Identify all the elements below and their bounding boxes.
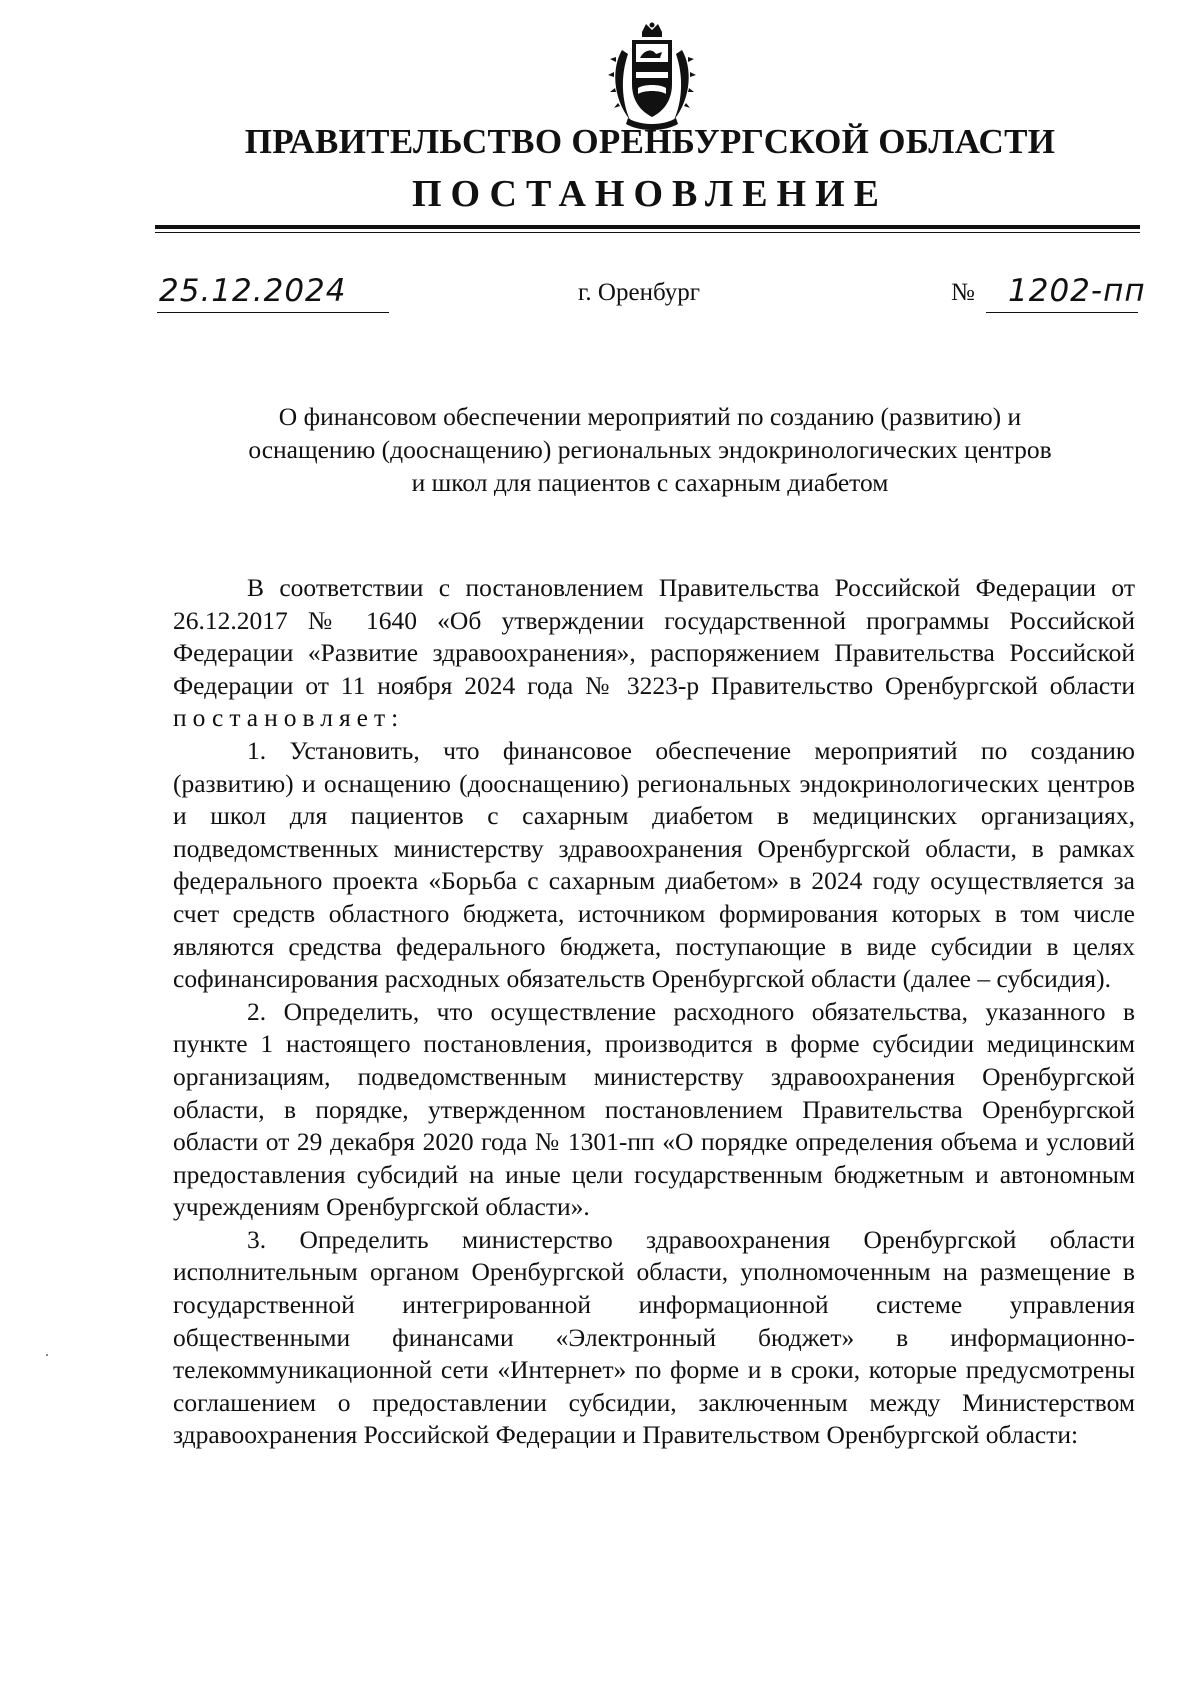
- clause-paragraph: 2. Определить, что осуществление расходного обязательства, указанного в пункте 1 настоящего постановления, производится в форме субсидии медицинским организациям, подведомственным министерству здравоохранения Оренбургской области, в порядке, утвержденном постановлением Правительства Оренбургской области от 29 декабря 2020 года № 1301-пп «О порядке определения объема и условий предоставления субсидий на иные цели государственным бюджетным и автономным учреждениям Оренбургской области».: [173, 996, 1135, 1222]
- subject-line: и школ для пациентов с сахарным диабетом: [411, 468, 889, 497]
- government-title: ПРАВИТЕЛЬСТВО ОРЕНБУРГСКОЙ ОБЛАСТИ: [244, 122, 1056, 161]
- preamble-paragraph: [173, 572, 1135, 735]
- document-number: 1202-пп: [1008, 273, 1146, 309]
- document-body: [173, 572, 1135, 1452]
- clause-paragraph: 3. Определить министерство здравоохранения Оренбургской области исполнительным органом Оренбургской области, уполномоченным на размещение в государственной интегрированной информационной системе управления общественными финансами «Электронный бюджет» в информационно-телекоммуникационной сети «Интернет» по форме и в сроки, которые предусмотрены соглашением о предоставлении субсидии, заключенным между Министерством здравоохранения Российской Федерации и Правительством Оренбургской области:: [173, 1224, 1135, 1450]
- header-divider-thin: [155, 232, 1140, 233]
- scan-speck: [46, 1354, 48, 1356]
- document-date: 25.12.2024: [159, 273, 347, 309]
- document-type-title: ПОСТАНОВЛЕНИЕ: [411, 173, 889, 215]
- coat-of-arms-icon: [608, 22, 696, 134]
- document-subject: [170, 400, 1130, 499]
- header-divider-thick: [155, 225, 1140, 229]
- clause-paragraph: 1. Установить, что финансовое обеспечение мероприятий по созданию (развитию) и оснащению (дооснащению) региональных эндокринологических центров и школ для пациентов с сахарным диабетом в медицинских организациях, подведомственных министерству здравоохранения Оренбургской области, в рамках федерального проекта «Борьба с сахарным диабетом» в 2024 году осуществляется за счет средств областного бюджета, источником формирования которых в том числе являются средства федерального бюджета, поступающие в виде субсидии в целях софинансирования расходных обязательств Оренбургской области (далее – субсидия).: [173, 735, 1135, 994]
- subject-line: оснащению (дооснащению) региональных эндокринологических центров: [248, 435, 1052, 464]
- preamble-text: В соответствии с постановлением Правительства Российской Федерации от 26.12.2017 № 1640 «Об утверждении государственной программы Российской Федерации «Развитие здравоохранения», распоряжением Правительства Российской Федерации от 11 ноября 2024 года № 3223-р Правительство Оренбургской области: [173, 573, 1135, 700]
- city-label: г. Оренбург: [578, 279, 700, 306]
- decree-word: постановляет:: [173, 703, 405, 733]
- number-field: [986, 270, 1146, 313]
- date-field: [157, 270, 389, 313]
- subject-line: О финансовом обеспечении мероприятий по созданию (развитию) и: [278, 402, 1022, 431]
- number-sign: №: [951, 279, 975, 306]
